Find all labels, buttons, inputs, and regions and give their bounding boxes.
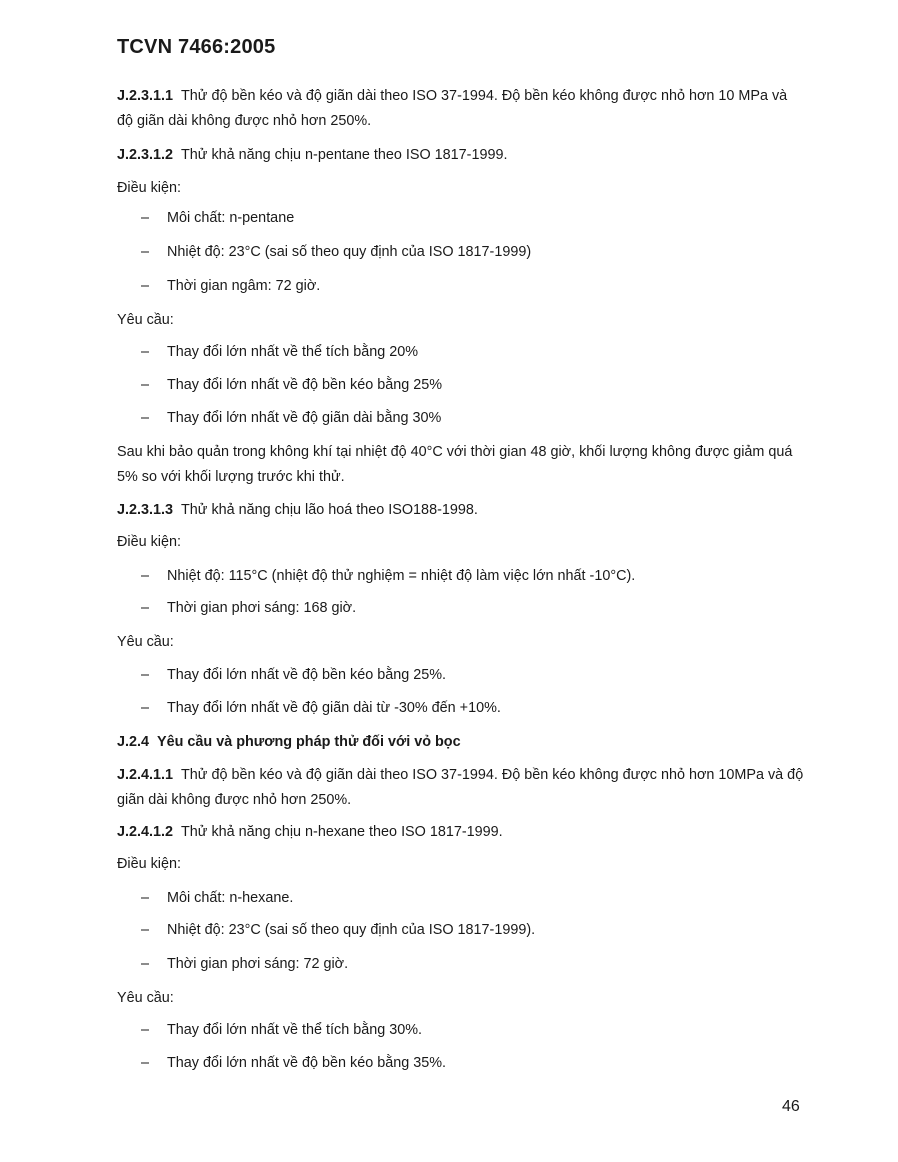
list-item [141,1051,446,1076]
list-item [141,274,320,299]
list-dash: – [141,890,150,906]
paragraph-text: Thử độ bền kéo và độ giãn dài theo ISO 37-1994. Độ bền kéo không được nhỏ hơn 10 MPa và độ giãn dài không được nhỏ hơn 250%. [117,88,788,129]
paragraph-text: Thử khả năng chịu n-pentane theo ISO 1817-1999. [181,147,508,163]
paragraph [117,852,807,877]
clause-number: J.2.4.1.1 [117,767,174,783]
paragraph [117,176,807,201]
list-item [141,952,348,977]
clause-number: J.2.3.1.1 [117,88,174,104]
list-item-text: Thay đổi lớn nhất về độ giãn dài từ -30% đến +10%. [167,700,501,716]
list-item-text: Thời gian phơi sáng: 168 giờ. [167,600,357,616]
section-heading [117,730,807,755]
list-item [141,596,356,621]
paragraph [117,308,807,333]
list-dash: – [141,1055,150,1071]
list-dash: – [141,956,150,972]
list-dash: – [141,922,150,938]
clause-number: J.2.4 [117,734,150,750]
paragraph-text: Điều kiện: [117,856,181,872]
list-item [141,206,294,231]
list-dash: – [141,1022,150,1038]
list-item-text: Thay đổi lớn nhất về thể tích bằng 30%. [167,1022,423,1038]
list-item [141,240,531,265]
clause-number: J.2.3.1.3 [117,502,174,518]
paragraph [117,986,807,1011]
list-dash: – [141,344,150,360]
list-item [141,340,418,365]
list-item [141,918,535,943]
list-dash: – [141,410,150,426]
paragraph-text: Điều kiện: [117,534,181,550]
list-item [141,696,501,721]
list-item [141,373,442,398]
list-dash: – [141,244,150,260]
page-header: TCVN 7466:2005 [117,36,276,58]
list-item-text: Môi chất: n-pentane [167,210,295,226]
list-item [141,564,635,589]
list-dash: – [141,377,150,393]
list-item [141,663,446,688]
list-item [141,406,441,431]
list-item [141,1018,422,1043]
heading-text: Yêu cầu và phương pháp thử đối với vỏ bọc [157,734,461,750]
list-item-text: Thay đổi lớn nhất về độ bền kéo bằng 25% [167,377,443,393]
list-item-text: Thay đổi lớn nhất về độ bền kéo bằng 35%. [167,1055,447,1071]
paragraph [117,530,807,555]
list-dash: – [141,600,150,616]
paragraph-text: Thử độ bền kéo và độ giãn dài theo ISO 37-1994. Độ bền kéo không được nhỏ hơn 10MPa và độ giãn dài không được nhỏ hơn 250%. [117,767,804,808]
paragraph-text: Thử khả năng chịu lão hoá theo ISO188-1998. [181,502,478,518]
list-item-text: Nhiệt độ: 115°C (nhiệt độ thử nghiệm = nhiệt độ làm việc lớn nhất -10°C). [167,568,636,584]
paragraph [117,84,807,134]
list-item-text: Thay đổi lớn nhất về độ giãn dài bằng 30% [167,410,442,426]
paragraph-text: Yêu cầu: [117,990,174,1006]
paragraph [117,440,807,490]
paragraph-text: Thử khả năng chịu n-hexane theo ISO 1817-1999. [181,824,503,840]
list-dash: – [141,700,150,716]
list-item [141,886,293,911]
list-dash: – [141,667,150,683]
list-item-text: Môi chất: n-hexane. [167,890,294,906]
paragraph [117,820,807,845]
page-number: 46 [782,1098,800,1115]
list-dash: – [141,568,150,584]
clause-number: J.2.3.1.2 [117,147,174,163]
paragraph-text: Sau khi bảo quản trong không khí tại nhiệt độ 40°C với thời gian 48 giờ, khối lượng không được giảm quá 5% so với khối lượng trước khi thử. [117,444,793,485]
list-item-text: Thời gian phơi sáng: 72 giờ. [167,956,349,972]
list-item-text: Nhiệt độ: 23°C (sai số theo quy định của ISO 1817-1999) [167,244,532,260]
list-dash: – [141,278,150,294]
paragraph [117,630,807,655]
list-item-text: Thời gian ngâm: 72 giờ. [167,278,321,294]
list-item-text: Nhiệt độ: 23°C (sai số theo quy định của ISO 1817-1999). [167,922,536,938]
list-item-text: Thay đổi lớn nhất về độ bền kéo bằng 25%. [167,667,447,683]
list-dash: – [141,210,150,226]
paragraph-text: Điều kiện: [117,180,181,196]
paragraph-text: Yêu cầu: [117,312,174,328]
list-item-text: Thay đổi lớn nhất về thể tích bằng 20% [167,344,419,360]
clause-number: J.2.4.1.2 [117,824,174,840]
paragraph-text: Yêu cầu: [117,634,174,650]
paragraph [117,498,807,523]
paragraph [117,143,807,168]
paragraph [117,763,807,813]
